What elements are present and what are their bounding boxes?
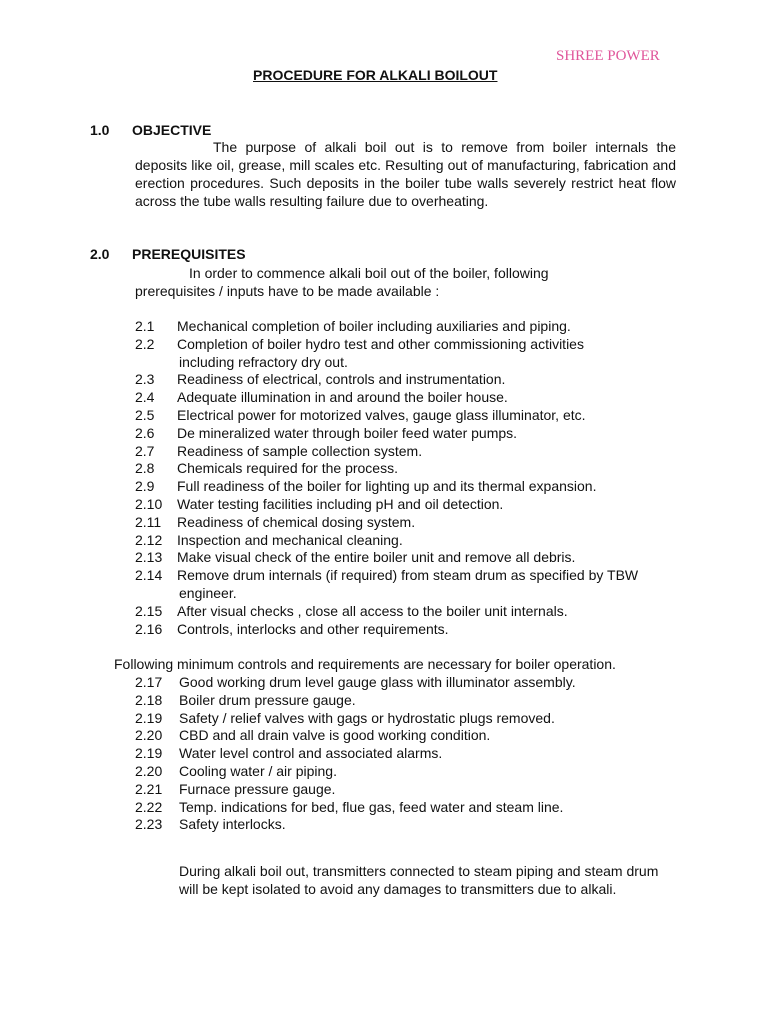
list-item-text: Safety interlocks.	[179, 816, 286, 833]
list-item	[135, 781, 576, 799]
list-item-number: 2.20	[135, 762, 163, 779]
list-item	[135, 692, 576, 710]
list-item	[135, 727, 576, 745]
list-item	[135, 532, 638, 550]
list-item-number: 2.23	[135, 816, 163, 833]
list-item-text: Water testing facilities including pH and oil detection.	[177, 495, 504, 512]
list-item-text: Remove drum internals (if required) from steam drum as specified by TBW	[177, 567, 639, 584]
list-item	[135, 389, 638, 407]
list-item-text: Good working drum level gauge glass with illuminator assembly.	[179, 674, 576, 690]
list-item-number: 2.14	[135, 567, 163, 584]
list-item	[135, 407, 638, 425]
prerequisites-list	[135, 318, 638, 638]
list-item-number: 2.1	[135, 318, 155, 334]
list-item-text: Adequate illumination in and around the boiler house.	[177, 389, 508, 406]
list-item-text: Water level control and associated alarms.	[179, 745, 443, 762]
section-title-prerequisites: PREREQUISITES	[132, 246, 246, 262]
list-item-text: Full readiness of the boiler for lighting up and its thermal expansion.	[177, 478, 597, 495]
closing-note: During alkali boil out, transmitters connected to steam piping and steam drum will be kept isolated to avoid any damages to transmitters due to alkali.	[179, 863, 659, 897]
list-item-text: Mechanical completion of boiler including auxiliaries and piping.	[177, 318, 571, 334]
list-item-continuation: engineer.	[179, 584, 237, 601]
list-item	[135, 621, 638, 639]
list-item	[135, 710, 576, 728]
list-item-number: 2.21	[135, 780, 163, 797]
list-item	[135, 549, 638, 567]
list-item-text: Furnace pressure gauge.	[179, 780, 336, 797]
list-item-number: 2.9	[135, 478, 155, 495]
list-item-number: 2.7	[135, 442, 155, 459]
list-item-number: 2.5	[135, 406, 155, 423]
objective-paragraph: The purpose of alkali boil out is to remove from boiler internals the deposits like oil, grease, mill scales etc. Resulting out of manufacturing, fabrication and erection procedures. Such deposits in the boiler tube walls severely restrict heat flow across the tube walls resulting failure due to overheating.	[135, 139, 676, 209]
list-item-continuation: including refractory dry out.	[179, 353, 348, 370]
list-item-number: 2.18	[135, 691, 163, 708]
prerequisites-intro-line2: prerequisites / inputs have to be made available :	[135, 283, 440, 299]
requirements-intro: Following minimum controls and requirements are necessary for boiler operation.	[114, 656, 616, 672]
list-item-number: 2.8	[135, 460, 155, 477]
list-item-text: Readiness of sample collection system.	[177, 442, 423, 459]
section-number-prerequisites: 2.0	[90, 246, 110, 262]
list-item-text: Make visual check of the entire boiler unit and remove all debris.	[177, 549, 576, 566]
list-item-text: Controls, interlocks and other requirements.	[177, 620, 449, 637]
list-item-text: Boiler drum pressure gauge.	[179, 691, 356, 708]
list-item-number: 2.20	[135, 727, 163, 744]
section-number-objective: 1.0	[90, 122, 110, 138]
prerequisites-intro	[135, 264, 549, 300]
list-item-text: Inspection and mechanical cleaning.	[177, 531, 403, 548]
list-item-number: 2.10	[135, 495, 163, 512]
list-item	[135, 567, 638, 603]
list-item	[135, 799, 576, 817]
list-item-text: Temp. indications for bed, flue gas, feed water and steam line.	[179, 798, 564, 815]
list-item-text: After visual checks , close all access to the boiler unit internals.	[177, 602, 568, 619]
list-item-text: Completion of boiler hydro test and other commissioning activities	[177, 335, 584, 352]
list-item	[135, 443, 638, 461]
list-item-number: 2.6	[135, 424, 155, 441]
list-item	[135, 478, 638, 496]
list-item	[135, 674, 576, 692]
list-item	[135, 603, 638, 621]
list-item-text: Readiness of chemical dosing system.	[177, 513, 416, 530]
list-item-text: Safety / relief valves with gags or hydrostatic plugs removed.	[179, 709, 555, 726]
list-item	[135, 460, 638, 478]
list-item-number: 2.12	[135, 531, 163, 548]
list-item	[135, 514, 638, 532]
list-item	[135, 336, 638, 372]
prerequisites-intro-line1: In order to commence alkali boil out of the boiler, following	[189, 265, 549, 281]
list-item-number: 2.19	[135, 745, 163, 762]
list-item-number: 2.22	[135, 798, 163, 815]
list-item	[135, 763, 576, 781]
list-item-text: Cooling water / air piping.	[179, 762, 337, 779]
company-brand: SHREE POWER	[556, 48, 660, 64]
list-item-number: 2.3	[135, 371, 155, 388]
list-item	[135, 318, 638, 336]
list-item	[135, 496, 638, 514]
list-item-number: 2.19	[135, 709, 163, 726]
list-item-number: 2.17	[135, 674, 163, 690]
list-item	[135, 745, 576, 763]
list-item-number: 2.15	[135, 602, 163, 619]
list-item-number: 2.11	[135, 513, 162, 530]
list-item-number: 2.16	[135, 620, 163, 637]
list-item	[135, 425, 638, 443]
section-title-objective: OBJECTIVE	[132, 122, 212, 138]
list-item-number: 2.2	[135, 335, 155, 352]
list-item-text: Readiness of electrical, controls and instrumentation.	[177, 371, 506, 388]
list-item-number: 2.4	[135, 389, 155, 406]
requirements-list	[135, 674, 576, 834]
list-item-text: Chemicals required for the process.	[177, 460, 398, 477]
document-title: PROCEDURE FOR ALKALI BOILOUT	[253, 67, 498, 83]
list-item-text: CBD and all drain valve is good working condition.	[179, 727, 491, 744]
list-item-text: De mineralized water through boiler feed water pumps.	[177, 424, 518, 441]
list-item-number: 2.13	[135, 549, 163, 566]
list-item	[135, 371, 638, 389]
list-item-text: Electrical power for motorized valves, gauge glass illuminator, etc.	[177, 406, 586, 423]
list-item	[135, 816, 576, 834]
